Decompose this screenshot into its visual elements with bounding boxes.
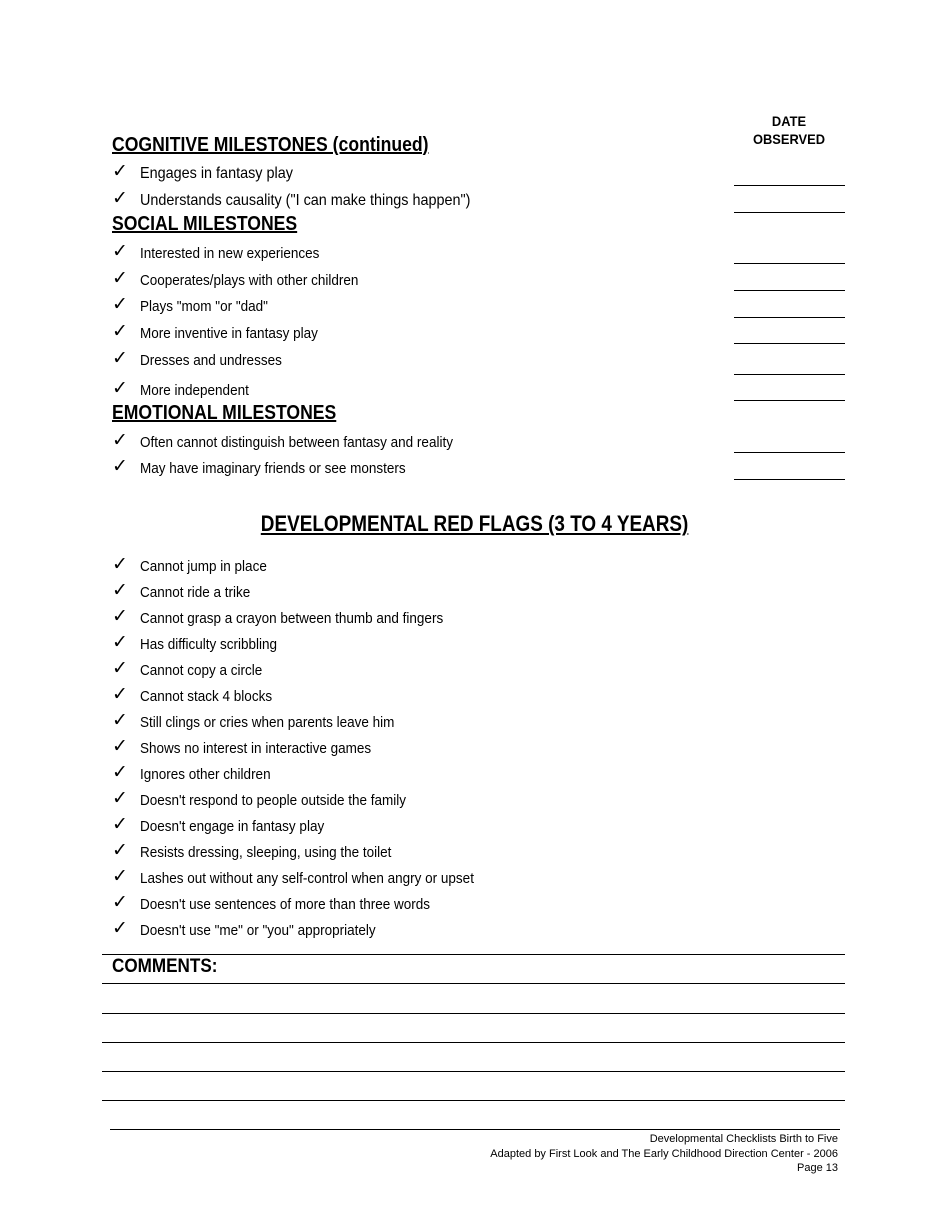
check-icon: ✓ (112, 735, 128, 757)
item-label: Cannot copy a circle (140, 662, 263, 679)
check-icon: ✓ (112, 787, 128, 809)
item-label: Resists dressing, sleeping, using the toilet (140, 844, 392, 861)
item-label: Doesn't respond to people outside the family (140, 792, 406, 809)
footer-rule (110, 1129, 840, 1130)
check-icon: ✓ (112, 240, 128, 262)
date-header-line-2: OBSERVED (752, 131, 826, 147)
social-section-title: SOCIAL MILESTONES (112, 213, 298, 235)
date-header-line-1: DATE (771, 113, 807, 129)
page-number: Page 13 (797, 1162, 838, 1174)
date-observed-line[interactable] (734, 374, 845, 375)
item-label: Doesn't use "me" or "you" appropriately (140, 922, 376, 939)
date-observed-line[interactable] (734, 479, 845, 480)
comments-top-rule (102, 954, 845, 955)
check-icon: ✓ (112, 455, 128, 477)
check-icon: ✓ (112, 683, 128, 705)
check-icon: ✓ (112, 293, 128, 315)
date-observed-header (739, 112, 838, 148)
item-label: Plays "mom "or "dad" (140, 298, 268, 315)
item-label: Engages in fantasy play (140, 165, 293, 182)
item-label: Ignores other children (140, 766, 271, 783)
item-label: Still clings or cries when parents leave him (140, 714, 395, 731)
check-icon: ✓ (112, 579, 128, 601)
check-icon: ✓ (112, 813, 128, 835)
item-label: Dresses and undresses (140, 352, 282, 369)
item-label: Cannot stack 4 blocks (140, 688, 273, 705)
red-flags-title-row (0, 511, 950, 537)
footer-title: Developmental Checklists Birth to Five (649, 1133, 838, 1145)
item-label: Interested in new experiences (140, 245, 320, 262)
check-icon: ✓ (112, 761, 128, 783)
comments-label: COMMENTS: (112, 956, 218, 977)
check-icon: ✓ (112, 187, 128, 209)
check-icon: ✓ (112, 160, 128, 182)
comment-line[interactable] (102, 1013, 845, 1014)
item-label: More independent (140, 382, 249, 399)
item-label: Cannot grasp a crayon between thumb and fingers (140, 610, 444, 627)
item-label: Cooperates/plays with other children (140, 272, 359, 289)
date-observed-line[interactable] (734, 400, 845, 401)
item-label: Often cannot distinguish between fantasy and reality (140, 434, 453, 451)
item-label: Cannot jump in place (140, 558, 267, 575)
check-icon: ✓ (112, 657, 128, 679)
date-observed-line[interactable] (734, 290, 845, 291)
comment-line[interactable] (102, 1100, 845, 1101)
check-icon: ✓ (112, 631, 128, 653)
check-icon: ✓ (112, 839, 128, 861)
check-icon: ✓ (112, 267, 128, 289)
emotional-section-title: EMOTIONAL MILESTONES (112, 402, 337, 424)
cognitive-section-title: COGNITIVE MILESTONES (continued) (112, 134, 429, 156)
check-icon: ✓ (112, 320, 128, 342)
check-icon: ✓ (112, 347, 128, 369)
comment-line[interactable] (102, 1042, 845, 1043)
item-label: Doesn't engage in fantasy play (140, 818, 325, 835)
check-icon: ✓ (112, 891, 128, 913)
date-observed-line[interactable] (734, 212, 845, 213)
check-icon: ✓ (112, 605, 128, 627)
date-observed-line[interactable] (734, 317, 845, 318)
red-flags-title: DEVELOPMENTAL RED FLAGS (3 TO 4 YEARS) (261, 511, 689, 536)
item-label: Understands causality ("I can make things happen") (140, 192, 471, 209)
item-label: Cannot ride a trike (140, 584, 251, 601)
date-observed-line[interactable] (734, 185, 845, 186)
comment-line[interactable] (102, 1071, 845, 1072)
comment-line[interactable] (102, 983, 845, 984)
date-observed-line[interactable] (734, 343, 845, 344)
check-icon: ✓ (112, 865, 128, 887)
date-observed-line[interactable] (734, 263, 845, 264)
check-icon: ✓ (112, 377, 128, 399)
item-label: More inventive in fantasy play (140, 325, 318, 342)
footer-credit: Adapted by First Look and The Early Childhood Direction Center - 2006 (490, 1148, 838, 1160)
item-label: Doesn't use sentences of more than three words (140, 896, 430, 913)
check-icon: ✓ (112, 709, 128, 731)
item-label: Lashes out without any self-control when angry or upset (140, 870, 474, 887)
check-icon: ✓ (112, 429, 128, 451)
item-label: Shows no interest in interactive games (140, 740, 372, 757)
check-icon: ✓ (112, 917, 128, 939)
item-label: May have imaginary friends or see monsters (140, 460, 406, 477)
check-icon: ✓ (112, 553, 128, 575)
date-observed-line[interactable] (734, 452, 845, 453)
item-label: Has difficulty scribbling (140, 636, 278, 653)
